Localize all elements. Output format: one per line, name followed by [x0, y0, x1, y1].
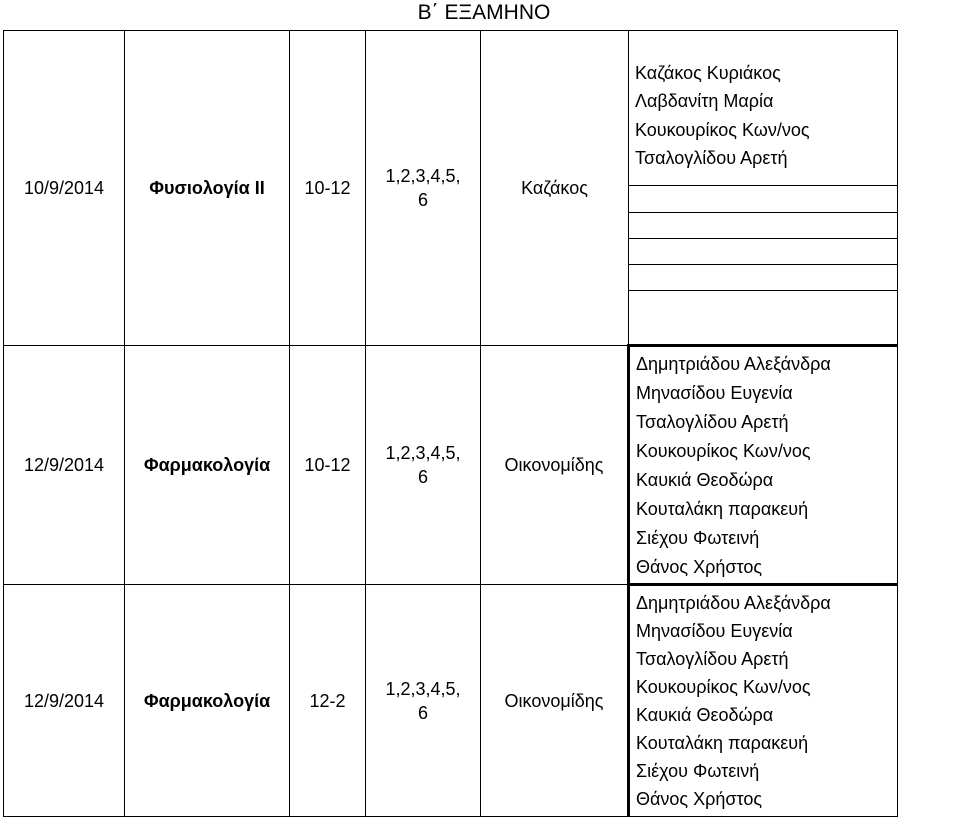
- names-list: [629, 59, 897, 173]
- groups-line-2: 6: [417, 467, 428, 487]
- names-cell: [629, 346, 898, 585]
- list-item: Θάνος Χρήστος: [636, 556, 762, 577]
- list-item: Δημητριάδου Αλεξάνδρα: [636, 593, 831, 613]
- table-row: [4, 31, 898, 346]
- course-cell: Φαρμακολογία: [125, 585, 290, 817]
- teacher-cell: Οικονομίδης: [481, 585, 629, 817]
- list-item: Λαβδανίτη Μαρία: [635, 91, 774, 111]
- title-text: Β΄ ΕΞΑΜΗΝΟ: [417, 1, 551, 24]
- groups-cell: [366, 31, 481, 346]
- list-item: Κουταλάκη παρακευή: [636, 498, 809, 519]
- empty-slot: [629, 212, 897, 238]
- groups-cell: [366, 585, 481, 817]
- list-item: Σιέχου Φωτεινή: [636, 527, 760, 548]
- teacher-cell: Καζάκος: [481, 31, 629, 346]
- empty-name-slots: [629, 185, 897, 317]
- time-cell: 10-12: [290, 346, 366, 585]
- list-item: Κουκουρίκος Κων/νος: [636, 677, 811, 697]
- groups-cell: [366, 346, 481, 585]
- page-title: [0, 0, 960, 30]
- table-row: [4, 585, 898, 817]
- table-row: [4, 346, 898, 585]
- list-item: Μηνασίδου Ευγενία: [636, 621, 793, 641]
- time-cell: 10-12: [290, 31, 366, 346]
- names-cell: [629, 585, 898, 817]
- names-cell: [629, 31, 898, 346]
- names-list: [630, 589, 897, 813]
- course-cell: Φυσιολογία ΙΙ: [125, 31, 290, 346]
- date-cell: 12/9/2014: [4, 585, 125, 817]
- list-item: Κουταλάκη παρακευή: [636, 733, 809, 753]
- empty-slot: [629, 264, 897, 290]
- list-item: Κουκουρίκος Κων/νος: [636, 440, 811, 461]
- empty-slot: [629, 186, 897, 212]
- list-item: Καυκιά Θεοδώρα: [636, 705, 774, 725]
- groups-line-1: 1,2,3,4,5,: [385, 678, 461, 699]
- list-item: Τσαλογλίδου Αρετή: [636, 411, 789, 432]
- groups-line-2: 6: [417, 702, 428, 723]
- groups-line-2: 6: [417, 190, 428, 210]
- list-item: Καζάκος Κυριάκος: [635, 62, 781, 83]
- list-item: Κουκουρίκος Κων/νος: [635, 119, 810, 140]
- time-cell: 12-2: [290, 585, 366, 817]
- empty-slot: [629, 290, 897, 317]
- groups-line-1: 1,2,3,4,5,: [385, 166, 461, 186]
- teacher-cell: Οικονομίδης: [481, 346, 629, 585]
- list-item: Τσαλογλίδου Αρετή: [635, 148, 788, 168]
- schedule-table: [3, 30, 898, 817]
- empty-slot: [629, 238, 897, 264]
- names-list: [630, 349, 897, 582]
- groups-line-1: 1,2,3,4,5,: [385, 443, 461, 463]
- date-cell: 10/9/2014: [4, 31, 125, 346]
- list-item: Θάνος Χρήστος: [636, 789, 762, 809]
- course-cell: Φαρμακολογία: [125, 346, 290, 585]
- list-item: Καυκιά Θεοδώρα: [636, 469, 774, 490]
- list-item: Σιέχου Φωτεινή: [636, 761, 760, 781]
- list-item: Δημητριάδου Αλεξάνδρα: [636, 353, 831, 374]
- list-item: Τσαλογλίδου Αρετή: [636, 649, 789, 669]
- list-item: Μηνασίδου Ευγενία: [636, 382, 793, 403]
- date-cell: 12/9/2014: [4, 346, 125, 585]
